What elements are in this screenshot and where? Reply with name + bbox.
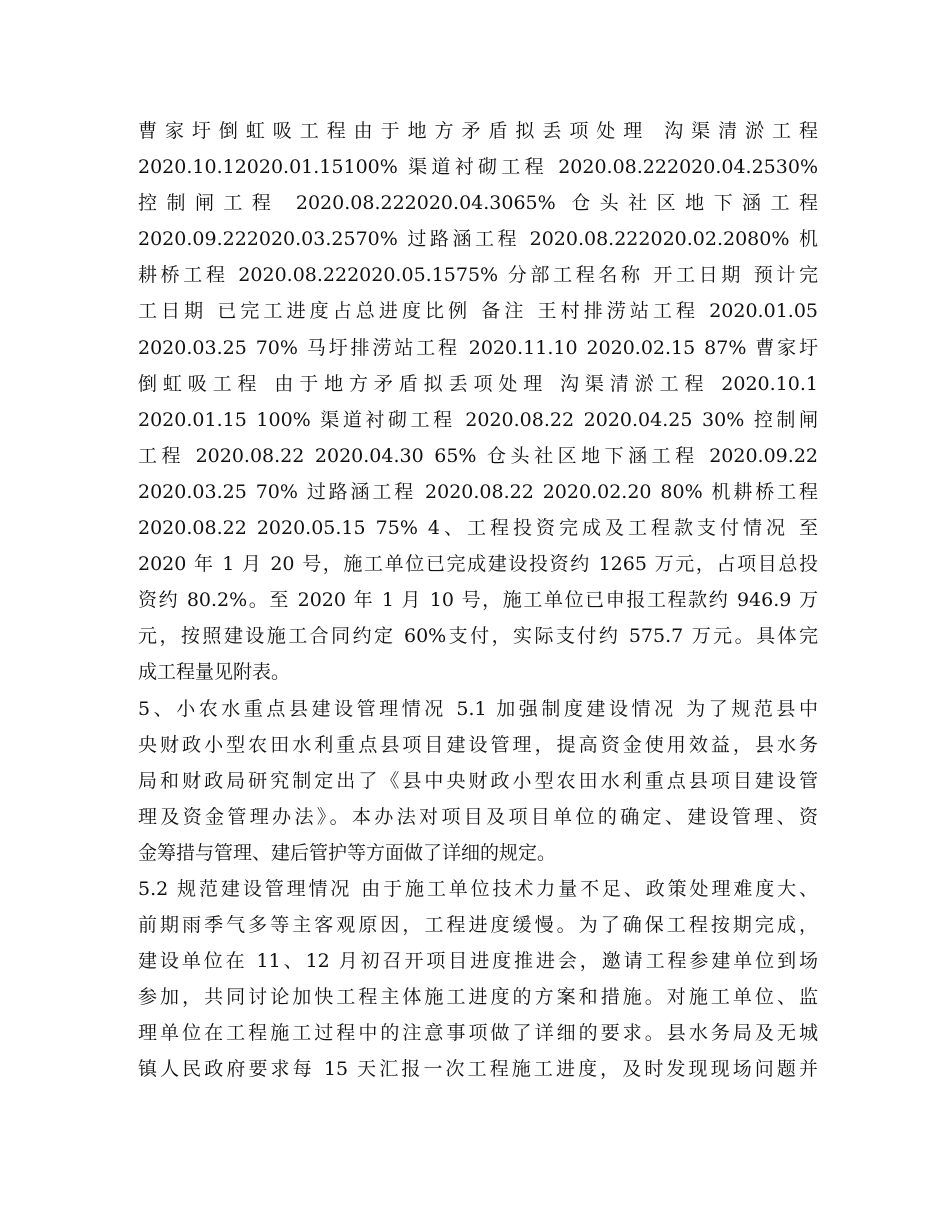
text-line: 5、小农水重点县建设管理情况 5.1 加强制度建设情况 为了规范县中 <box>138 697 818 720</box>
text-line: 央财政小型农田水利重点县项目建设管理，提高资金使用效益，县水务 <box>138 733 818 756</box>
text-line: 资约 80.2%。至 2020 年 1 月 10 号，施工单位已申报工程款约 946.9 万 <box>138 589 818 612</box>
text-line: 2020.08.22 2020.05.15 75% 4、工程投资完成及工程款支付情况 至 <box>138 517 818 540</box>
text-line: 倒虹吸工程 由于地方矛盾拟丢项处理 沟渠清淤工程 2020.10.1 <box>138 372 818 395</box>
text-line: 2020.10.12020.01.15100% 渠道衬砌工程 2020.08.222020.04.2530% <box>138 156 818 179</box>
text-line: 2020 年 1 月 20 号，施工单位已完成建设投资约 1265 万元，占项目总投 <box>138 553 818 576</box>
text-line: 元，按照建设施工合同约定 60%支付，实际支付约 575.7 万元。具体完 <box>138 625 818 648</box>
text-line: 理及资金管理办法》。本办法对项目及项目单位的确定、建设管理、资 <box>138 805 818 828</box>
text-line: 控制闸工程 2020.08.222020.04.3065% 仓头社区地下涵工程 <box>138 192 818 215</box>
text-line: 5.2 规范建设管理情况 由于施工单位技术力量不足、政策处理难度大、 <box>138 877 818 900</box>
text-line: 理单位在工程施工过程中的注意事项做了详细的要求。县水务局及无城 <box>138 1022 818 1045</box>
text-line: 金筹措与管理、建后管护等方面做了详细的规定。 <box>138 841 557 864</box>
text-line: 参加，共同讨论加快工程主体施工进度的方案和措施。对施工单位、监 <box>138 986 818 1009</box>
text-line: 镇人民政府要求每 15 天汇报一次工程施工进度，及时发现现场问题并 <box>138 1058 818 1081</box>
text-line: 工日期 已完工进度占总进度比例 备注 王村排涝站工程 2020.01.05 <box>138 300 818 323</box>
text-line: 工程 2020.08.22 2020.04.30 65% 仓头社区地下涵工程 2020.09.22 <box>138 444 818 467</box>
text-line: 2020.03.25 70% 过路涵工程 2020.08.22 2020.02.20 80% 机耕桥工程 <box>138 480 818 503</box>
body-text <box>138 113 818 1088</box>
text-line: 2020.09.222020.03.2570% 过路涵工程 2020.08.222020.02.2080% 机 <box>138 228 818 251</box>
text-line: 2020.03.25 70% 马圩排涝站工程 2020.11.10 2020.02.15 87% 曹家圩 <box>138 336 818 359</box>
text-line: 前期雨季气多等主客观原因，工程进度缓慢。为了确保工程按期完成， <box>138 914 818 937</box>
text-line: 成工程量见附表。 <box>138 661 291 684</box>
text-line: 曹家圩倒虹吸工程由于地方矛盾拟丢项处理 沟渠清淤工程 <box>138 120 818 142</box>
text-line: 耕桥工程 2020.08.222020.05.1575% 分部工程名称 开工日期 预计完 <box>138 264 818 287</box>
text-line: 2020.01.15 100% 渠道衬砌工程 2020.08.22 2020.04.25 30% 控制闸 <box>138 408 818 431</box>
text-line: 局和财政局研究制定出了《县中央财政小型农田水利重点县项目建设管 <box>138 769 818 792</box>
text-line: 建设单位在 11、12 月初召开项目进度推进会，邀请工程参建单位到场 <box>138 950 818 973</box>
